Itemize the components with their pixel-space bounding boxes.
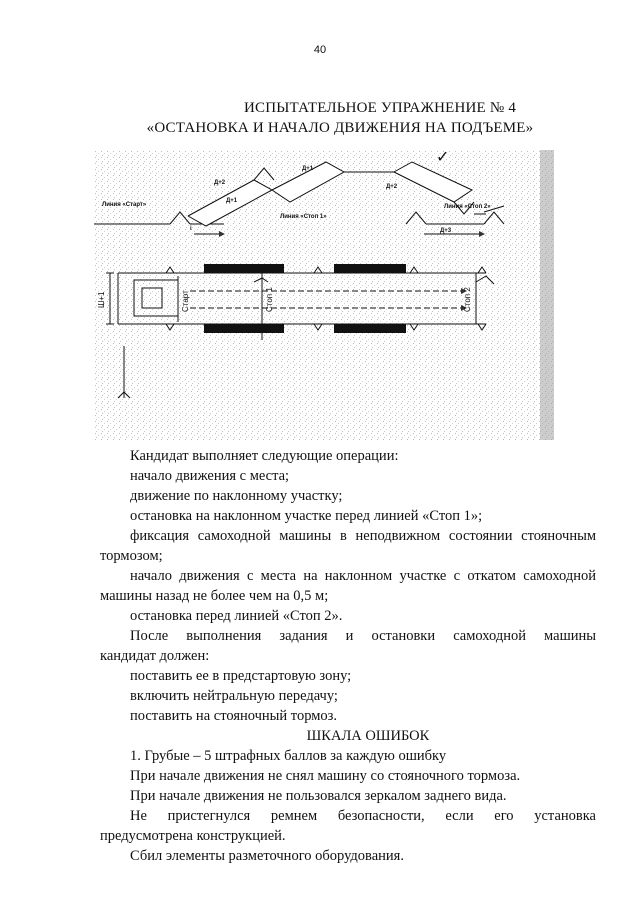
- stop2-vertical-label: Стоп 2: [463, 287, 472, 312]
- error-item: При начале движения не пользовался зеркалом заднего вида.: [130, 788, 507, 804]
- scan-edge: [540, 150, 554, 440]
- slope-bar-top-left: [204, 264, 284, 273]
- body-line: начало движения с места;: [130, 468, 290, 484]
- slope-bar-bottom-left: [204, 324, 284, 333]
- page-title-line1: ИСПЫТАТЕЛЬНОЕ УПРАЖНЕНИЕ № 4: [243, 100, 517, 116]
- checkmark: ✓: [436, 150, 450, 166]
- errors-heading: ШКАЛА ОШИБОК: [306, 728, 430, 744]
- body-line: включить нейтральную передачу;: [130, 688, 338, 704]
- body-line: поставить ее в предстартовую зону;: [130, 668, 352, 684]
- error-item: Сбил элементы разметочного оборудования.: [130, 848, 404, 864]
- body-text: [100, 446, 596, 866]
- d3-label: Д+3: [440, 228, 452, 234]
- stop1-line-label: Линия «Стоп 1»: [280, 214, 327, 220]
- i-mark-label: i: [190, 226, 192, 232]
- d1-left-label: Д+1: [226, 198, 238, 204]
- body-line: начало движения с места на наклонном участке с откатом самоходной: [130, 568, 596, 584]
- body-line: тормозом;: [100, 548, 163, 564]
- page-number: 40: [313, 44, 327, 56]
- slope-bar-top-right: [334, 264, 406, 273]
- body-line: остановка перед линией «Стоп 2».: [130, 608, 343, 624]
- body-line: После выполнения задания и остановки самоходной машины: [130, 628, 596, 644]
- width-label: Ш+1: [97, 291, 106, 308]
- page-title-line2: «ОСТАНОВКА И НАЧАЛО ДВИЖЕНИЯ НА ПОДЪЕМЕ»: [146, 120, 534, 136]
- body-line: фиксация самоходной машины в неподвижном состоянии стояночным: [130, 528, 596, 544]
- error-item: предусмотрена конструкцией.: [100, 828, 286, 844]
- error-item: Не пристегнулся ремнем безопасности, если его установка: [130, 808, 596, 824]
- exercise-diagram: [94, 150, 554, 440]
- body-line: движение по наклонному участку;: [130, 488, 343, 504]
- slope-bar-bottom-right: [334, 324, 406, 333]
- stop1-vertical-label: Стоп 1: [265, 287, 274, 312]
- start-line-label: Линия «Старт»: [102, 202, 147, 208]
- d2-right-label: Д+2: [386, 184, 398, 190]
- errors-category: 1. Грубые – 5 штрафных баллов за каждую ошибку: [130, 748, 447, 764]
- body-line: машины назад не более чем на 0,5 м;: [100, 588, 329, 604]
- body-line: остановка на наклонном участке перед линией «Стоп 1»;: [130, 508, 483, 524]
- body-line: поставить на стояночный тормоз.: [130, 708, 338, 724]
- stop2-line-label: Линия «Стоп 2»: [444, 204, 491, 210]
- scan-background: [94, 150, 554, 440]
- error-item: При начале движения не снял машину со стояночного тормоза.: [130, 768, 521, 784]
- d2-left-label: Д+2: [214, 180, 226, 186]
- d1-top-label: Д+1: [302, 166, 314, 172]
- body-line: Кандидат выполняет следующие операции:: [130, 448, 399, 464]
- start-vertical-label: Старт: [181, 290, 190, 312]
- body-line: кандидат должен:: [100, 648, 210, 664]
